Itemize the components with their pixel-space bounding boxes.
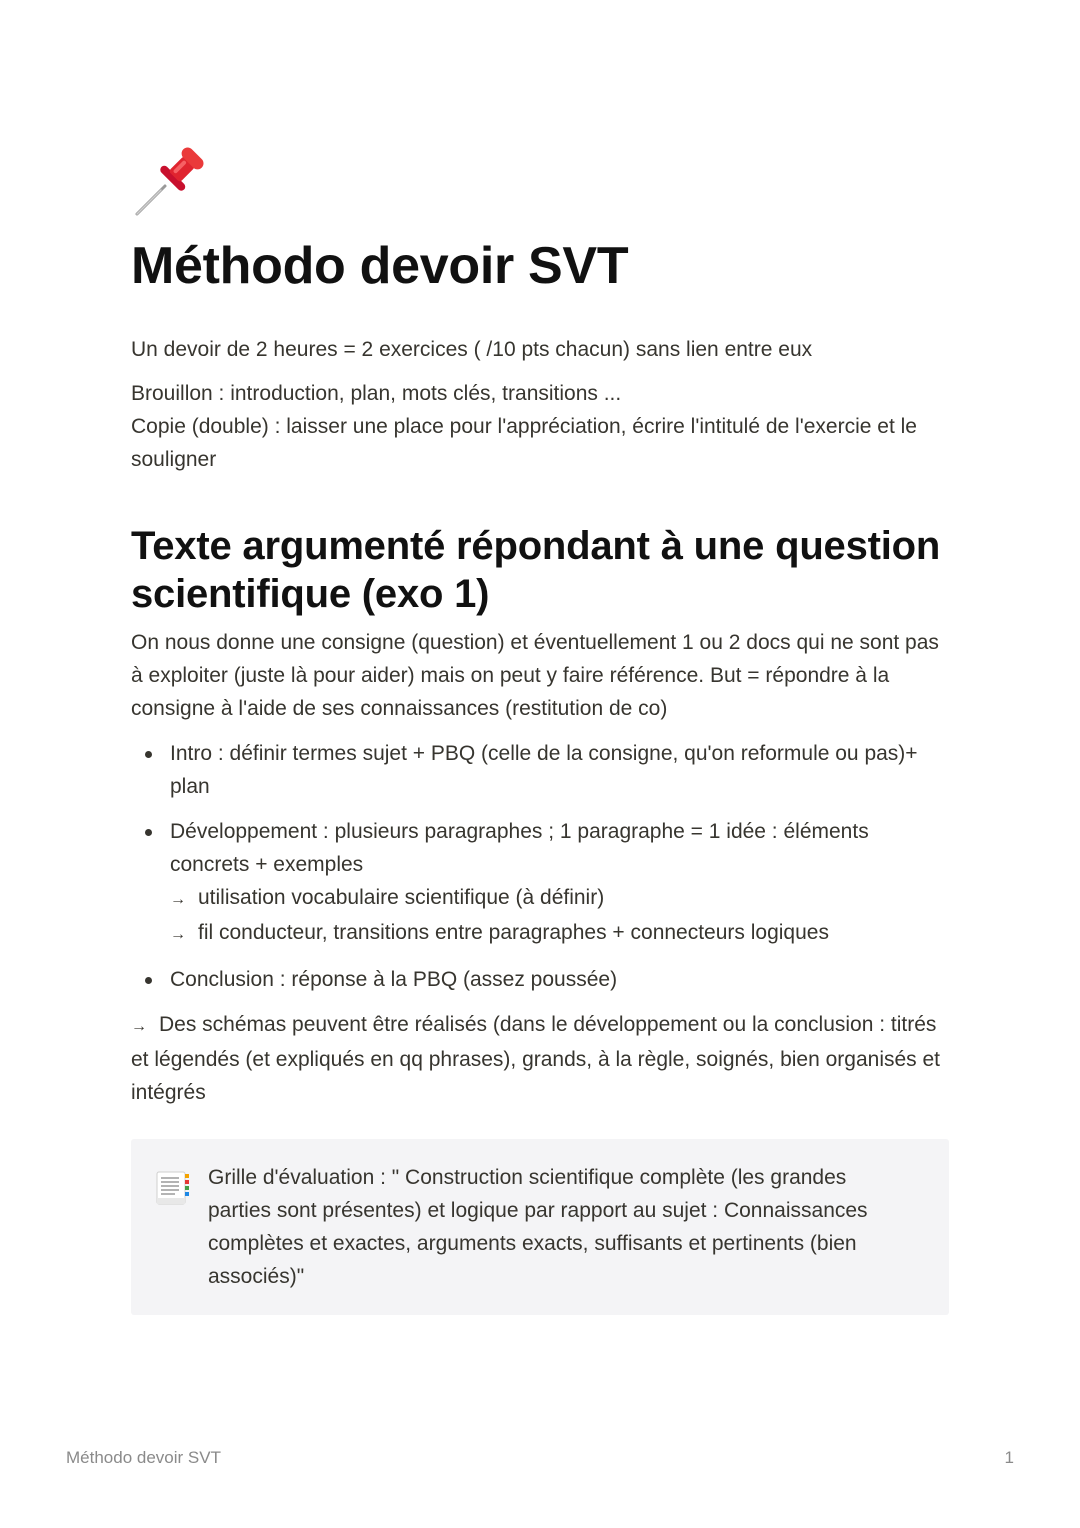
list-item-text: Conclusion : réponse à la PBQ (assez poussée) <box>170 968 618 991</box>
intro-paragraph: Un devoir de 2 heures = 2 exercices ( /10 pts chacun) sans lien entre eux <box>131 338 813 361</box>
document-page <box>131 140 949 1315</box>
list-item <box>131 737 949 803</box>
notepad-icon <box>155 1166 191 1206</box>
arrow-icon: → <box>131 1018 147 1035</box>
schema-note-text: Des schémas peuvent être réalisés (dans le développement ou la conclusion : titrés et légendés (et expliqués en qq phrases), grands, à la règle, soignés, bien organisés et intégrés <box>131 1013 941 1104</box>
page-title: Méthodo devoir SVT <box>131 237 629 295</box>
section-heading: Texte argumenté répondant à une question scientifique (exo 1) <box>131 524 941 616</box>
sub-line <box>170 916 949 951</box>
arrow-icon: → <box>170 926 186 943</box>
brouillon-line: Brouillon : introduction, plan, mots clés, transitions ... <box>131 382 622 405</box>
bullet-dot <box>145 751 152 758</box>
list-item-text: Intro : définir termes sujet + PBQ (celle de la consigne, qu'on reformule ou pas)+ plan <box>170 742 918 798</box>
bullet-list <box>131 737 949 996</box>
sub-line-text: fil conducteur, transitions entre paragraphes + connecteurs logiques <box>198 921 829 944</box>
bullet-dot <box>145 829 152 836</box>
callout-box <box>131 1139 949 1315</box>
list-item-text: Développement : plusieurs paragraphes ; 1 paragraphe = 1 idée : éléments concrets + exemples <box>170 820 869 876</box>
sub-line-text: utilisation vocabulaire scientifique (à définir) <box>198 886 605 909</box>
page-number: 1 <box>1004 1448 1014 1467</box>
list-item <box>131 815 949 951</box>
section-paragraph: On nous donne une consigne (question) et éventuellement 1 ou 2 docs qui ne sont pas à exploiter (juste là pour aider) mais on peut y faire référence. But = répondre à la consigne à l'aide de ses connaissances (restitution de co) <box>131 631 939 720</box>
arrow-icon: → <box>170 891 186 908</box>
preparation-paragraph <box>131 377 949 476</box>
sub-line <box>170 881 949 916</box>
list-item <box>131 963 949 996</box>
schema-note <box>131 1008 949 1109</box>
pushpin-icon <box>131 140 211 220</box>
footer-title: Méthodo devoir SVT <box>66 1448 221 1467</box>
callout-text: Grille d'évaluation : " Construction scientifique complète (les grandes parties sont présentes) et logique par rapport au sujet : Connaissances complètes et exactes, arguments exacts, suffisants et pertinents (bien associés)" <box>208 1166 868 1288</box>
copie-line: Copie (double) : laisser une place pour l'appréciation, écrire l'intitulé de l'exercie et le souligner <box>131 415 917 471</box>
bullet-dot <box>145 977 152 984</box>
